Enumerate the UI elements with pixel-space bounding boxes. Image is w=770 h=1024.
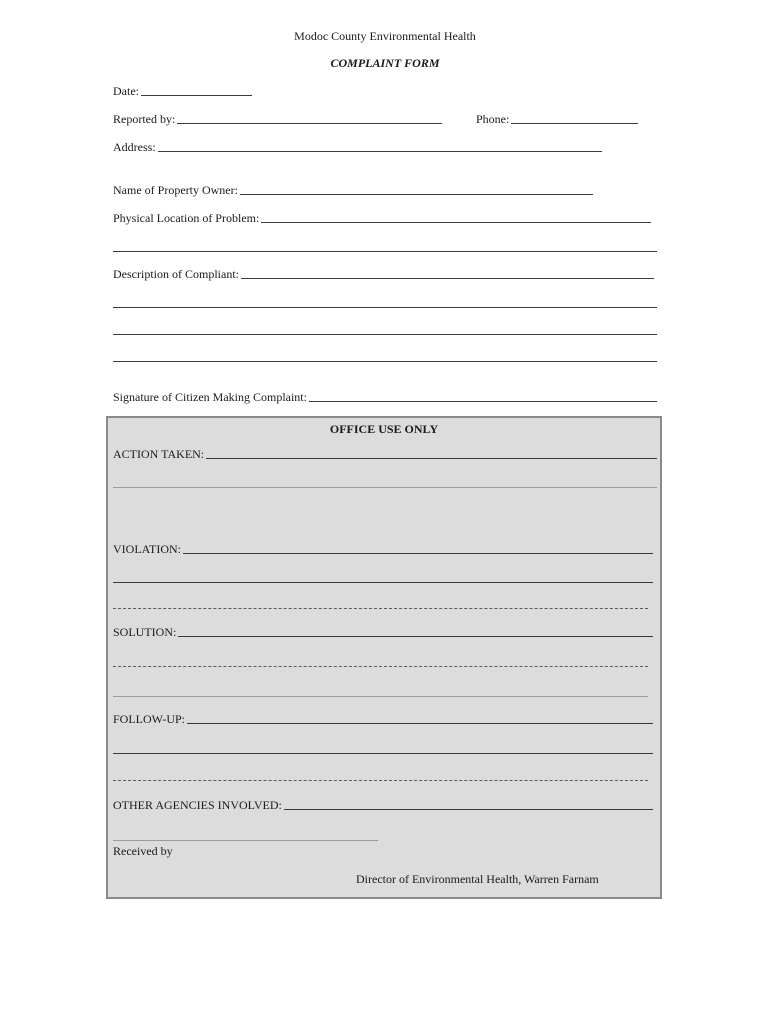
property-owner-line[interactable] (240, 183, 593, 195)
physical-location-line[interactable] (261, 211, 651, 223)
property-owner-label: Name of Property Owner: (113, 183, 238, 197)
date-field[interactable] (113, 84, 252, 98)
solution-line[interactable] (178, 625, 653, 637)
received-by-label: Received by (113, 844, 173, 858)
action-taken-label: ACTION TAKEN: (113, 447, 205, 461)
description-line-3[interactable] (113, 334, 657, 335)
physical-location-line-2[interactable] (113, 251, 657, 252)
reported-by-label: Reported by: (113, 112, 176, 126)
date-line[interactable] (141, 84, 252, 96)
received-by-line[interactable] (113, 840, 378, 841)
violation-line-3[interactable] (113, 608, 648, 609)
violation-line[interactable] (183, 542, 653, 554)
description-label: Description of Compliant: (113, 267, 239, 281)
solution-line-2[interactable] (113, 666, 648, 667)
physical-location-field[interactable] (113, 211, 651, 225)
physical-location-label: Physical Location of Problem: (113, 211, 260, 225)
solution-line-3[interactable] (113, 696, 648, 697)
other-agencies-line[interactable] (284, 798, 653, 810)
follow-up-label: FOLLOW-UP: (113, 712, 185, 726)
phone-label: Phone: (476, 112, 510, 126)
date-label: Date: (113, 84, 139, 98)
signature-label: Signature of Citizen Making Complaint: (113, 390, 307, 404)
solution-label: SOLUTION: (113, 625, 177, 639)
signature-line[interactable] (309, 390, 657, 402)
property-owner-field[interactable] (113, 183, 593, 197)
action-taken-line-2[interactable] (113, 487, 657, 488)
office-use-box (106, 416, 662, 899)
description-field[interactable] (113, 267, 654, 281)
director-signature: Director of Environmental Health, Warren Farnam (356, 872, 599, 886)
signature-field[interactable] (113, 390, 657, 404)
other-agencies-field[interactable] (113, 798, 653, 812)
phone-line[interactable] (511, 112, 638, 124)
description-line-2[interactable] (113, 307, 657, 308)
address-field[interactable] (113, 140, 602, 154)
form-title: COMPLAINT FORM (330, 56, 440, 70)
reported-by-field[interactable] (113, 112, 442, 126)
follow-up-line-2[interactable] (113, 753, 653, 754)
agency-name: Modoc County Environmental Health (294, 29, 476, 43)
description-line[interactable] (241, 267, 654, 279)
address-line[interactable] (158, 140, 602, 152)
action-taken-field[interactable] (113, 447, 657, 461)
violation-label: VIOLATION: (113, 542, 181, 556)
other-agencies-label: OTHER AGENCIES INVOLVED: (113, 798, 282, 812)
solution-field[interactable] (113, 625, 653, 639)
reported-by-line[interactable] (177, 112, 442, 124)
action-taken-line[interactable] (206, 447, 657, 459)
violation-line-2[interactable] (113, 582, 653, 583)
description-line-4[interactable] (113, 361, 657, 362)
follow-up-line-3[interactable] (113, 780, 648, 781)
violation-field[interactable] (113, 542, 653, 556)
phone-field[interactable] (476, 112, 638, 126)
follow-up-field[interactable] (113, 712, 653, 726)
follow-up-line[interactable] (187, 712, 653, 724)
address-label: Address: (113, 140, 156, 154)
office-use-title: OFFICE USE ONLY (329, 422, 439, 436)
